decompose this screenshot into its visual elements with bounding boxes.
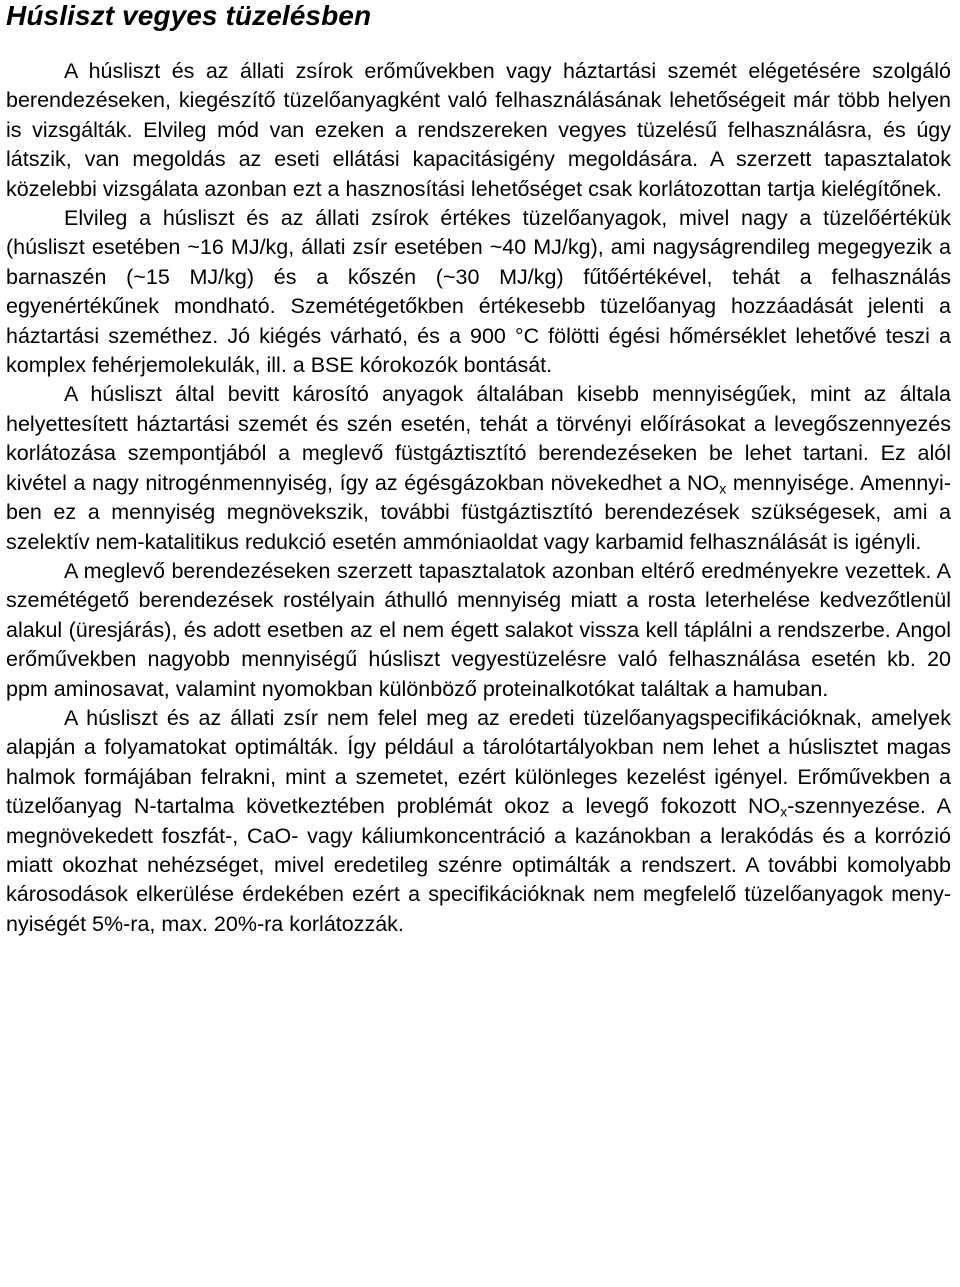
paragraph-3-text-after: mennyisége. Amennyiben ez a mennyiség megnövekszik, további füstgáztisztító berendezések szükségesek, ami a szelektív nem-katalitikus redukció esetén ammóniaoldat vagy karbamid felhasználását is igényli.: [6, 470, 952, 554]
paragraph-1: A húsliszt és az állati zsírok erőművekben vagy háztartási szemét elégetésére szolgáló berendezéseken, kiegészítő tüzelőanyagként való felhasználásának lehetőségeit már több helyen is vizsgálták. Elvileg mód van ezeken a rendszereken vegyes tüzelésű felhasználásra, és úgy látszik, van megoldás az eseti ellátási kapacitásigény megoldására. A szerzett tapasztalatok közelebbi vizsgálata azonban ezt a hasznosítási lehetőséget csak korlátozottan tartja kielégítőnek.: [6, 59, 951, 201]
document-body: [6, 57, 951, 939]
paragraph-5-text-before: A húsliszt és az állati zsír nem felel meg az eredeti tüzelőanyagspecifikációknak, amelyek alapján a folyamatokat optimálták. Így például a tárolótartályokban nem lehet a húslisztet magas halmok formájában felrakni, mint a szemetet, ezért különleges kezelést igényel. Erőművekben a tüzelőanyag N-tartalma következtében problémát okoz a levegő fokozott NO: [6, 705, 951, 819]
paragraph-3: [6, 380, 951, 556]
document-title: Húsliszt vegyes tüzelésben: [6, 0, 372, 31]
paragraph-2: Elvileg a húsliszt és az állati zsírok értékes tüzelőanyagok, mivel nagy a tüzelőértékük (húsliszt esetében ~16 MJ/kg, állati zsír esetében ~40 MJ/kg), ami nagyságrendileg megegyezik a barnaszén (~15 MJ/kg) és a kőszén (~30 MJ/kg) fűtőértékével, tehát a felhasználás egyenértékűnek mondható. Szemétégetőkben értékesebb tüzelőanyag hozzáadását jelenti a háztartási szeméthez. Jó kiégés várható, és a 900 °C fölötti égési hőmérséklet lehetővé teszi a komplex fehérjemolekulák, ill. a BSE kórokozók bontását.: [6, 206, 951, 378]
nox-subscript: x: [719, 480, 727, 497]
paragraph-5-text-after: -szennyezése. A megnövekedett foszfát-, CaO- vagy káliumkoncentráció a kazánokban a lerakódás és a korrózió miatt okozhat nehézséget, mivel eredetileg szénre optimálták a rendszert. A további komolyabb károsodások elkerülése érdekében ezért a specifikációknak nem megfelelő tüzelőanyagok menynyiségét 5%-ra, max. 20%-ra korlátozzák.: [6, 794, 951, 936]
paragraph-4: A meglevő berendezéseken szerzett tapasztalatok azonban eltérő eredményekre vezettek. A szemétégető berendezések rostélyain áthulló mennyiség miatt a rosta leterhelése kedvezőtlenül alakul (üresjárás), és adott esetben az el nem égett salakot vissza kell táplálni a rendszerbe. Angol erőművekben nagyobb mennyiségű húsliszt vegyestüzelésre való felhasználása esetén kb. 20 ppm aminosavat, valamint nyomokban különböző proteinalkotókat találtak a hamuban.: [6, 558, 951, 701]
paragraph-3-text-before: A húsliszt által bevitt károsító anyagok általában kisebb mennyiségűek, mint az általa helyettesített háztartási szemét és szén esetén, tehát a törvényi előírásokat a levegőszennyezés korlátozása szempontjából a meglevő füstgáztisztító berendezéseken be lehet tartani. Ez alól kivétel a nagy nitrogénmennyiség, így az égésgázokban növekedhet a NO: [6, 382, 951, 495]
paragraph-5: [6, 704, 951, 939]
nox-subscript: x: [780, 803, 788, 820]
